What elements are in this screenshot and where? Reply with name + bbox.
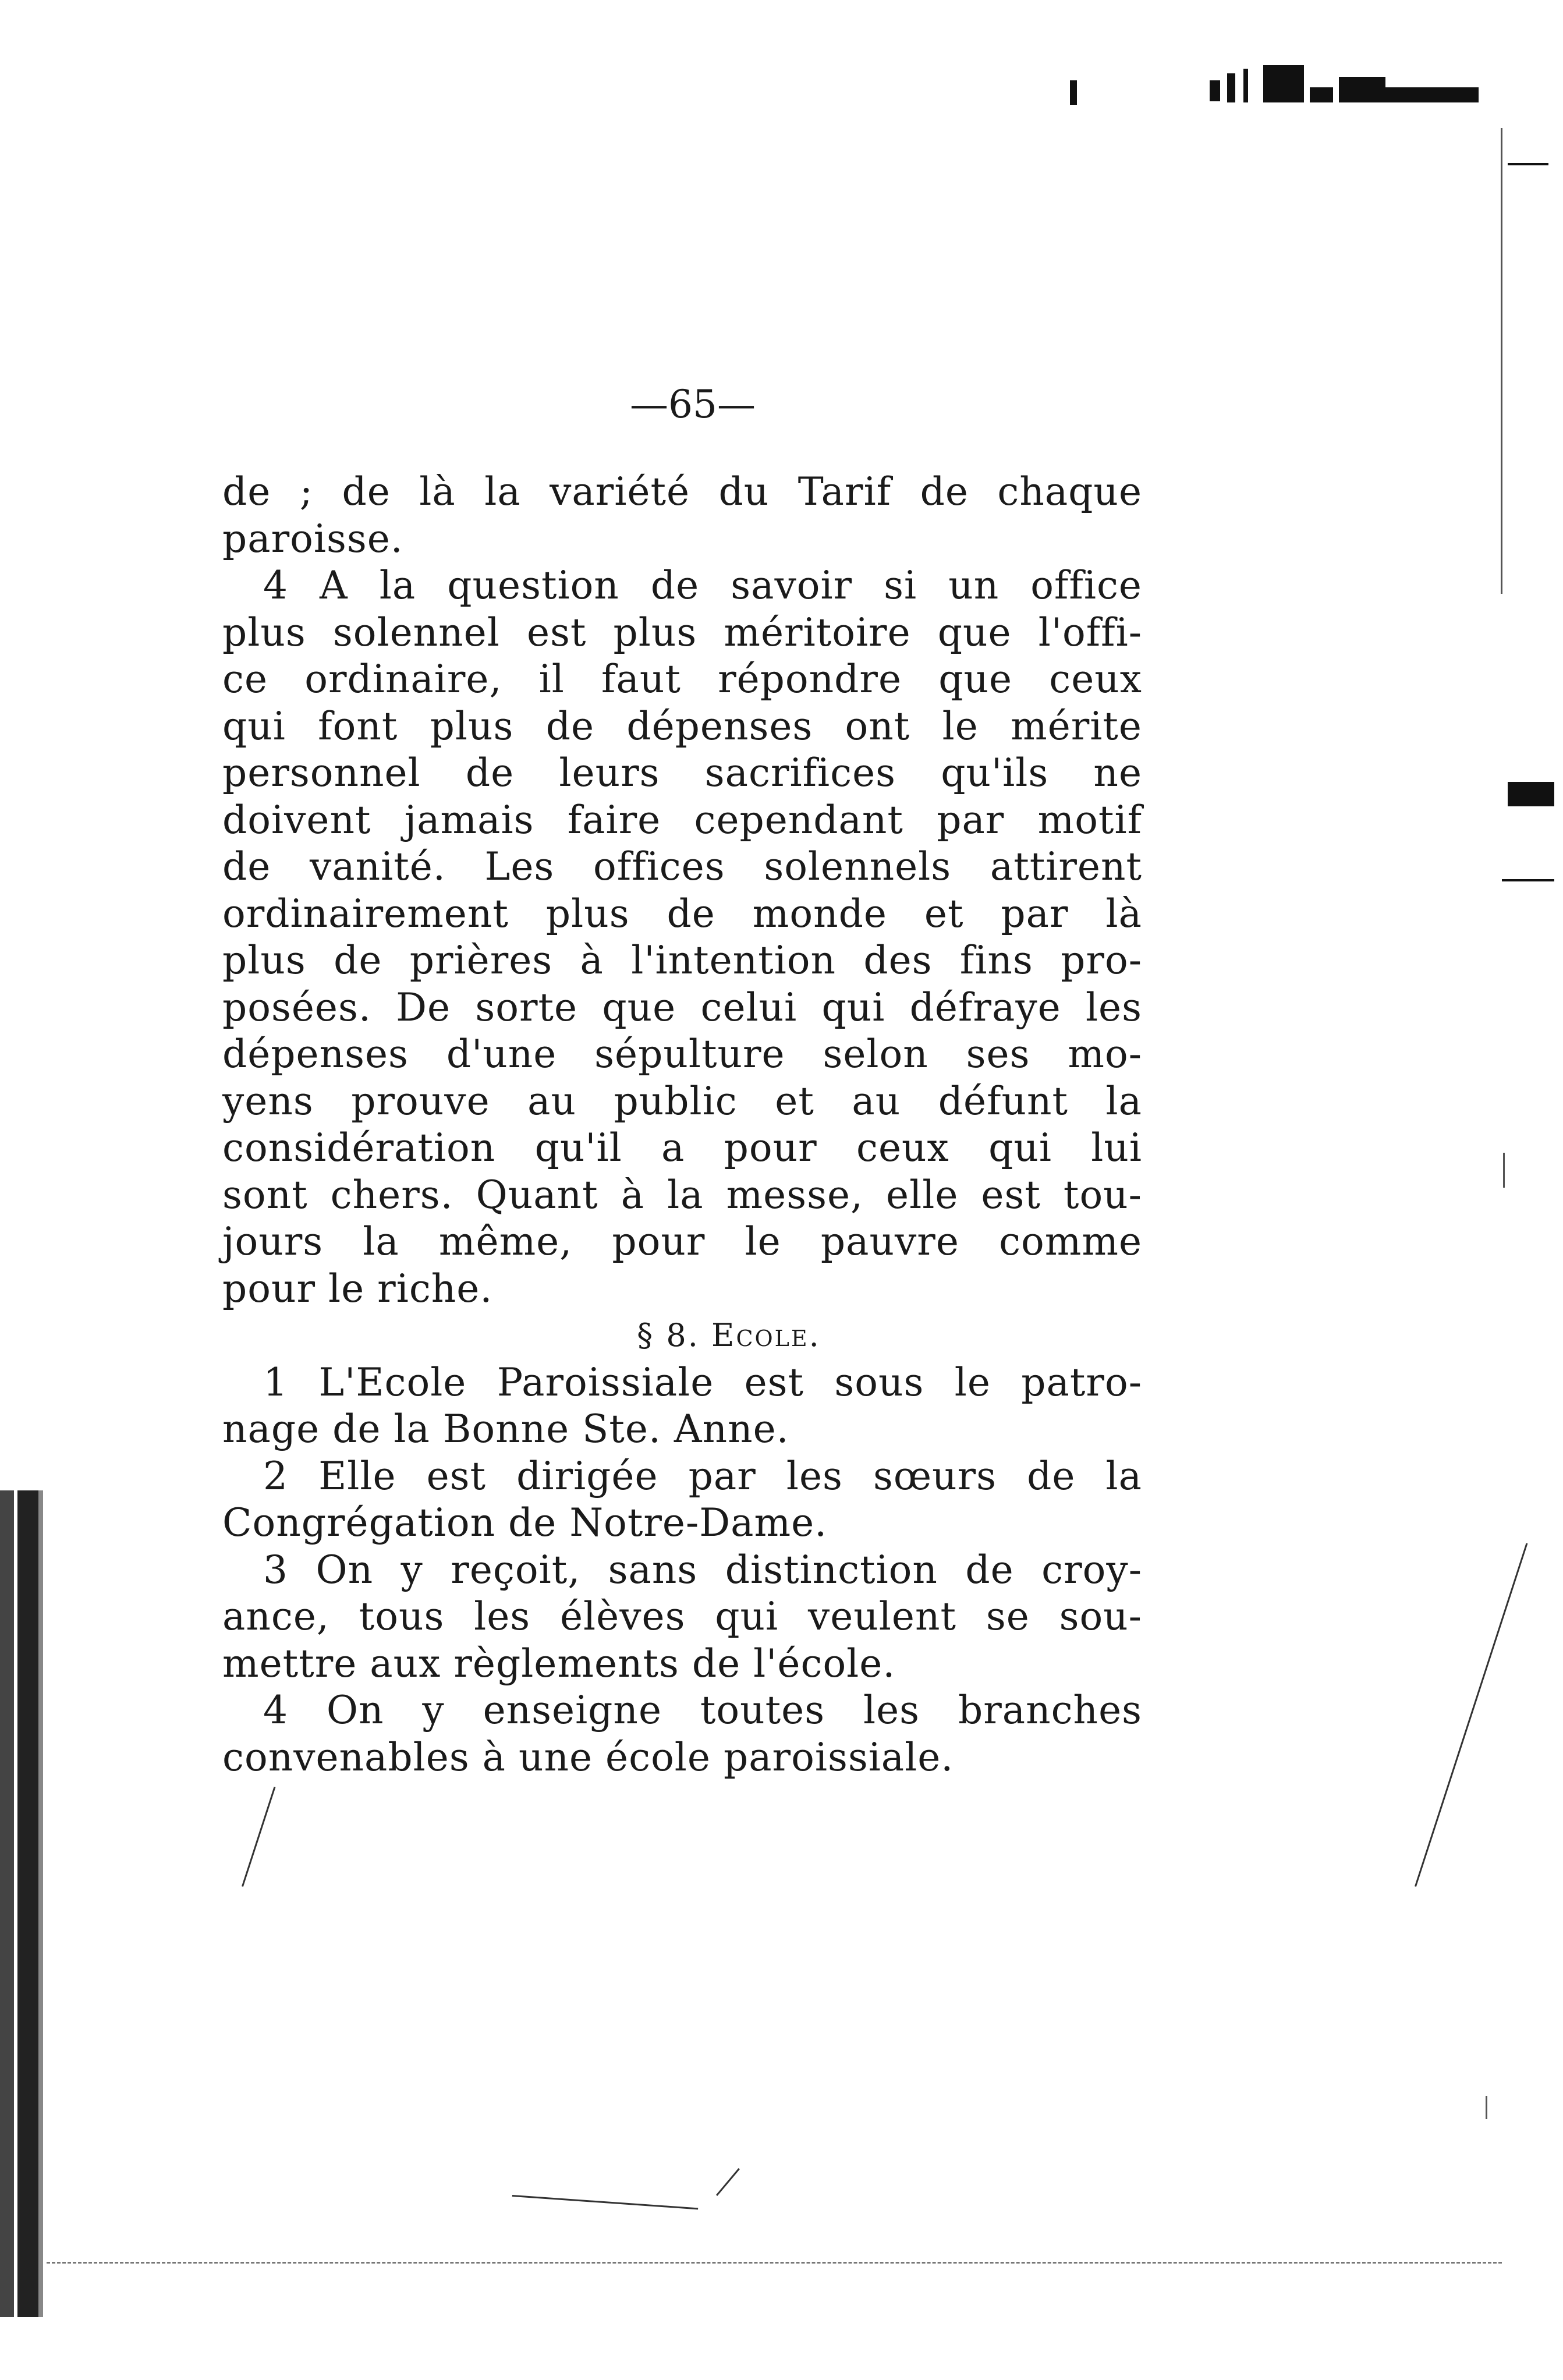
text-line: sont chers. Quant à la messe, elle est tou- — [222, 1172, 1142, 1217]
text-line: personnel de leurs sacrifices qu'ils ne — [222, 750, 1142, 795]
list-item — [222, 1687, 1142, 1781]
text-line: plus solennel est plus méritoire que l'offi- — [222, 610, 1142, 655]
text-line: yens prouve au public et au défunt la — [222, 1078, 1142, 1124]
text-line: plus de prières à l'intention des fins pro- — [222, 938, 1142, 983]
text-line: doivent jamais faire cependant par motif — [222, 797, 1142, 842]
text-line: Congrégation de Notre-Dame. — [222, 1500, 828, 1545]
list-item — [222, 1547, 1142, 1688]
text-line: nage de la Bonne Ste. Anne. — [222, 1407, 789, 1451]
text-line: dépenses d'une sépulture selon ses mo- — [222, 1032, 1142, 1076]
text-line: ordinairement plus de monde et par là — [222, 891, 1142, 936]
text-line: 3 On y reçoit, sans distinction de croy- — [263, 1547, 1142, 1592]
list-item — [222, 1453, 1142, 1547]
text-line: de ; de là la variété du Tarif de chaque — [222, 469, 1142, 514]
text-line: 4 A la question de savoir si un office — [263, 563, 1142, 608]
text-line: convenables à une école paroissiale. — [222, 1734, 954, 1780]
text-line: 1 L'Ecole Paroissiale est sous le patro- — [263, 1359, 1142, 1405]
text-line: qui font plus de dépenses ont le mérite — [222, 703, 1142, 749]
text-line: 2 Elle est dirigée par les sœurs de la — [263, 1453, 1142, 1499]
text-line: jours la même, pour le pauvre comme — [222, 1219, 1142, 1264]
text-line: mettre aux règlements de l'école. — [222, 1641, 896, 1686]
section-number: § 8. — [637, 1317, 700, 1354]
text-line: ance, tous les élèves qui veulent se sou- — [222, 1594, 1142, 1639]
paragraph-continuation — [222, 469, 1142, 562]
paragraph-article-4 — [222, 562, 1142, 1312]
section-heading — [222, 1312, 1142, 1359]
page-number: —65— — [630, 382, 756, 427]
section-title: Ecole. — [711, 1317, 821, 1354]
text-line: pour le riche. — [222, 1266, 493, 1311]
text-line: posées. De sorte que celui qui défraye les — [222, 984, 1142, 1030]
text-line: considération qu'il a pour ceux qui lui — [222, 1125, 1142, 1170]
text-line: de vanité. Les offices solennels attirent — [222, 844, 1142, 889]
text-line: ce ordinaire, il faut répondre que ceux — [222, 657, 1142, 702]
text-line: 4 On y enseigne toutes les branches — [263, 1688, 1142, 1733]
list-item — [222, 1359, 1142, 1453]
body-text — [222, 469, 1142, 1781]
text-line: paroisse. — [222, 516, 403, 561]
